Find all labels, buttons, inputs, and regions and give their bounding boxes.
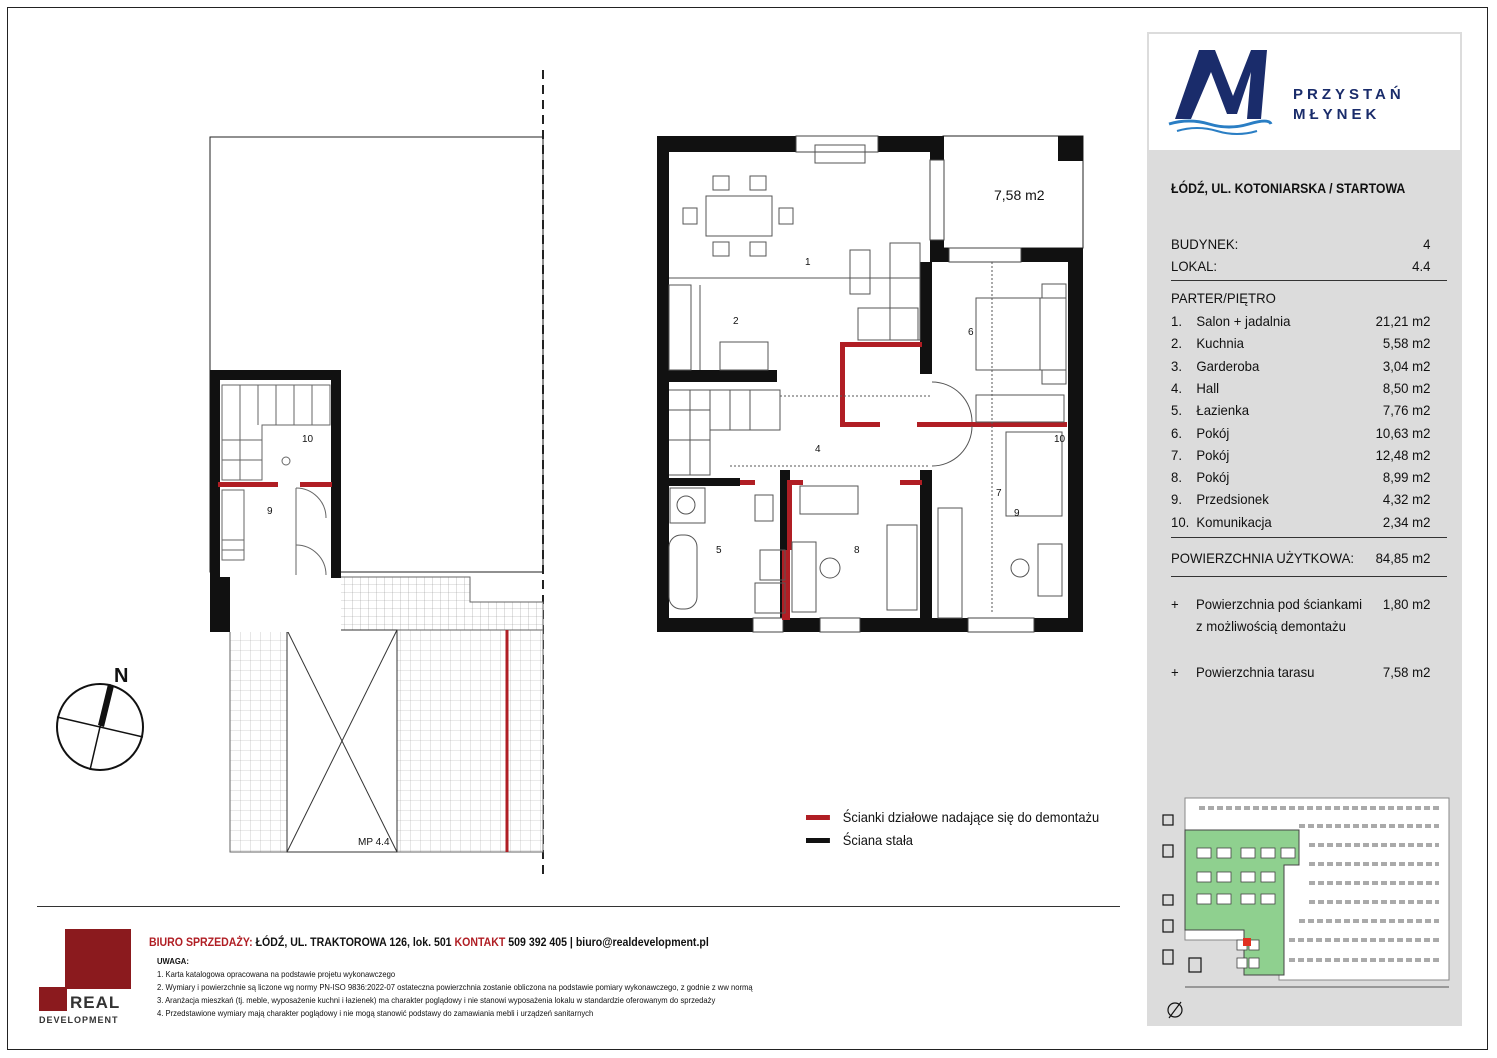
building-label: BUDYNEK:	[1171, 236, 1239, 252]
room-area: 10,63 m2	[1375, 424, 1431, 441]
room-name: Łazienka	[1196, 402, 1250, 419]
usable-area-value: 84,85 m2	[1375, 550, 1431, 566]
company-name-1: REAL	[70, 993, 121, 1012]
legend-fixed-label: Ściana stała	[842, 832, 913, 848]
parking-label: MP 4.4	[358, 837, 390, 848]
sales-label: BIURO SPRZEDAŻY:	[149, 935, 253, 949]
room-row	[1171, 469, 1430, 485]
room-area: 12,48 m2	[1375, 446, 1431, 463]
svg-text:10: 10	[1054, 434, 1066, 445]
room-row	[1171, 514, 1430, 530]
room-name: Komunikacja	[1196, 513, 1272, 530]
room-name: Przedsionek	[1196, 491, 1269, 508]
room-number: 6.	[1171, 424, 1182, 441]
room-number: 4.	[1171, 379, 1182, 396]
room-row	[1171, 447, 1430, 463]
room-row	[1171, 402, 1430, 418]
building-value: 4	[1423, 236, 1431, 252]
room-row	[1171, 313, 1430, 329]
floor-row	[1171, 290, 1430, 306]
room-name: Kuchnia	[1196, 335, 1244, 352]
svg-text:9: 9	[1014, 508, 1020, 519]
note-4: 4. Przedstawione wymiary mają charakter poglądowy i nie mogą stanowić podstawy do zamawiania mebli i urządzeń sanitarnych	[157, 1008, 594, 1018]
plus-sign: +	[1171, 596, 1179, 612]
room-number: 7.	[1171, 446, 1182, 463]
room-name: Pokój	[1196, 424, 1230, 441]
building-row	[1171, 236, 1430, 252]
contact-label: KONTAKT	[454, 935, 506, 949]
legend-fixed	[806, 832, 913, 848]
room-name: Pokój	[1196, 446, 1230, 463]
room-name: Salon + jadalnia	[1196, 313, 1291, 329]
unit-value: 4.4	[1412, 258, 1431, 274]
address: ŁÓDŹ, UL. KOTONIARSKA / STARTOWA	[1171, 180, 1406, 196]
compass-icon	[57, 665, 143, 770]
room-number: 10.	[1171, 513, 1190, 530]
notes-title: UWAGA:	[157, 956, 189, 966]
svg-text:10: 10	[302, 434, 314, 445]
room-number: 9.	[1171, 491, 1182, 508]
svg-text:9: 9	[267, 506, 273, 517]
site-map	[1149, 790, 1460, 1026]
demolish-label-2: z możliwością demontażu	[1196, 618, 1346, 634]
note-1: 1. Karta katalogowa opracowana na podstawie projetu wykonawczego	[157, 969, 396, 979]
room-name: Garderoba	[1196, 357, 1260, 374]
svg-text:6: 6	[968, 327, 974, 338]
divider	[1171, 576, 1447, 577]
note-3: 3. Aranżacja mieszkań (tj. meble, wyposażenie kuchni i łazienek) ma charakter poglądowy i nie stanowi wyposażenia lokalu w standardzie oferowanym do sprzedaży	[157, 995, 716, 1005]
divider	[1171, 537, 1447, 538]
note-2: 2. Wymiary i powierzchnie są liczone wg normy PN-ISO 9836:2022-07 ostateczna powierzchnia zostanie obliczona na podstawie pomiary wykonawczego, z godnie z ww normą	[157, 982, 753, 992]
plus-sign: +	[1171, 664, 1179, 680]
room-area: 3,04 m2	[1382, 357, 1431, 374]
svg-text:2: 2	[733, 316, 739, 327]
room-row	[1171, 380, 1430, 396]
room-number: 8.	[1171, 469, 1182, 486]
room-row	[1171, 335, 1430, 351]
usable-area-row	[1171, 550, 1430, 566]
svg-text:1: 1	[805, 257, 811, 268]
main-apartment	[657, 136, 1083, 632]
room-area: 5,58 m2	[1382, 335, 1431, 352]
legend-removable	[806, 809, 1099, 825]
legend-removable-label: Ścianki działowe nadające się do demontażu	[842, 809, 1100, 825]
room-area: 7,76 m2	[1382, 402, 1431, 419]
footer-divider	[37, 906, 1120, 907]
demolish-value: 1,80 m2	[1382, 596, 1431, 612]
svg-text:7: 7	[996, 488, 1002, 499]
terrace-value: 7,58 m2	[1382, 664, 1431, 680]
divider	[1171, 280, 1447, 281]
sales-info	[149, 935, 709, 949]
svg-text:8: 8	[854, 545, 860, 556]
room-area: 8,99 m2	[1382, 469, 1431, 486]
room-area: 8,50 m2	[1382, 379, 1431, 396]
room-number: 3.	[1171, 357, 1182, 374]
sales-address: ŁÓDŹ, UL. TRAKTOROWA 126, lok. 501	[252, 935, 455, 949]
compass-north-label: N	[114, 665, 129, 687]
ground-floor-block	[210, 370, 341, 632]
company-name-2: DEVELOPMENT	[39, 1015, 119, 1025]
demolish-label-1: Powierzchnia pod ściankami	[1196, 596, 1363, 612]
brand-line-1: PRZYSTAŃ	[1293, 86, 1405, 103]
svg-text:4: 4	[815, 444, 821, 455]
room-name: Hall	[1196, 379, 1220, 396]
room-row	[1171, 358, 1430, 374]
legend-red-swatch	[806, 815, 830, 820]
unit-label: LOKAL:	[1171, 258, 1218, 274]
svg-text:5: 5	[716, 545, 722, 556]
floor-label: PARTER/PIĘTRO	[1171, 290, 1276, 306]
room-number: 1.	[1171, 313, 1182, 329]
room-number: 5.	[1171, 402, 1182, 419]
room-row	[1171, 491, 1430, 507]
unit-row	[1171, 258, 1430, 274]
room-row	[1171, 425, 1430, 441]
terrace-area: 7,58 m2	[994, 187, 1045, 203]
room-area: 2,34 m2	[1382, 513, 1431, 530]
room-area: 21,21 m2	[1375, 313, 1431, 329]
terrace-label: Powierzchnia tarasu	[1196, 664, 1315, 680]
room-name: Pokój	[1196, 469, 1230, 486]
contact-value: 509 392 405 | biuro@realdevelopment.pl	[505, 935, 709, 949]
room-area: 4,32 m2	[1382, 491, 1431, 508]
room-number: 2.	[1171, 335, 1182, 352]
legend-black-swatch	[806, 838, 830, 843]
brand-line-2: MŁYNEK	[1293, 106, 1381, 123]
usable-area-label: POWIERZCHNIA UŻYTKOWA:	[1171, 550, 1355, 566]
